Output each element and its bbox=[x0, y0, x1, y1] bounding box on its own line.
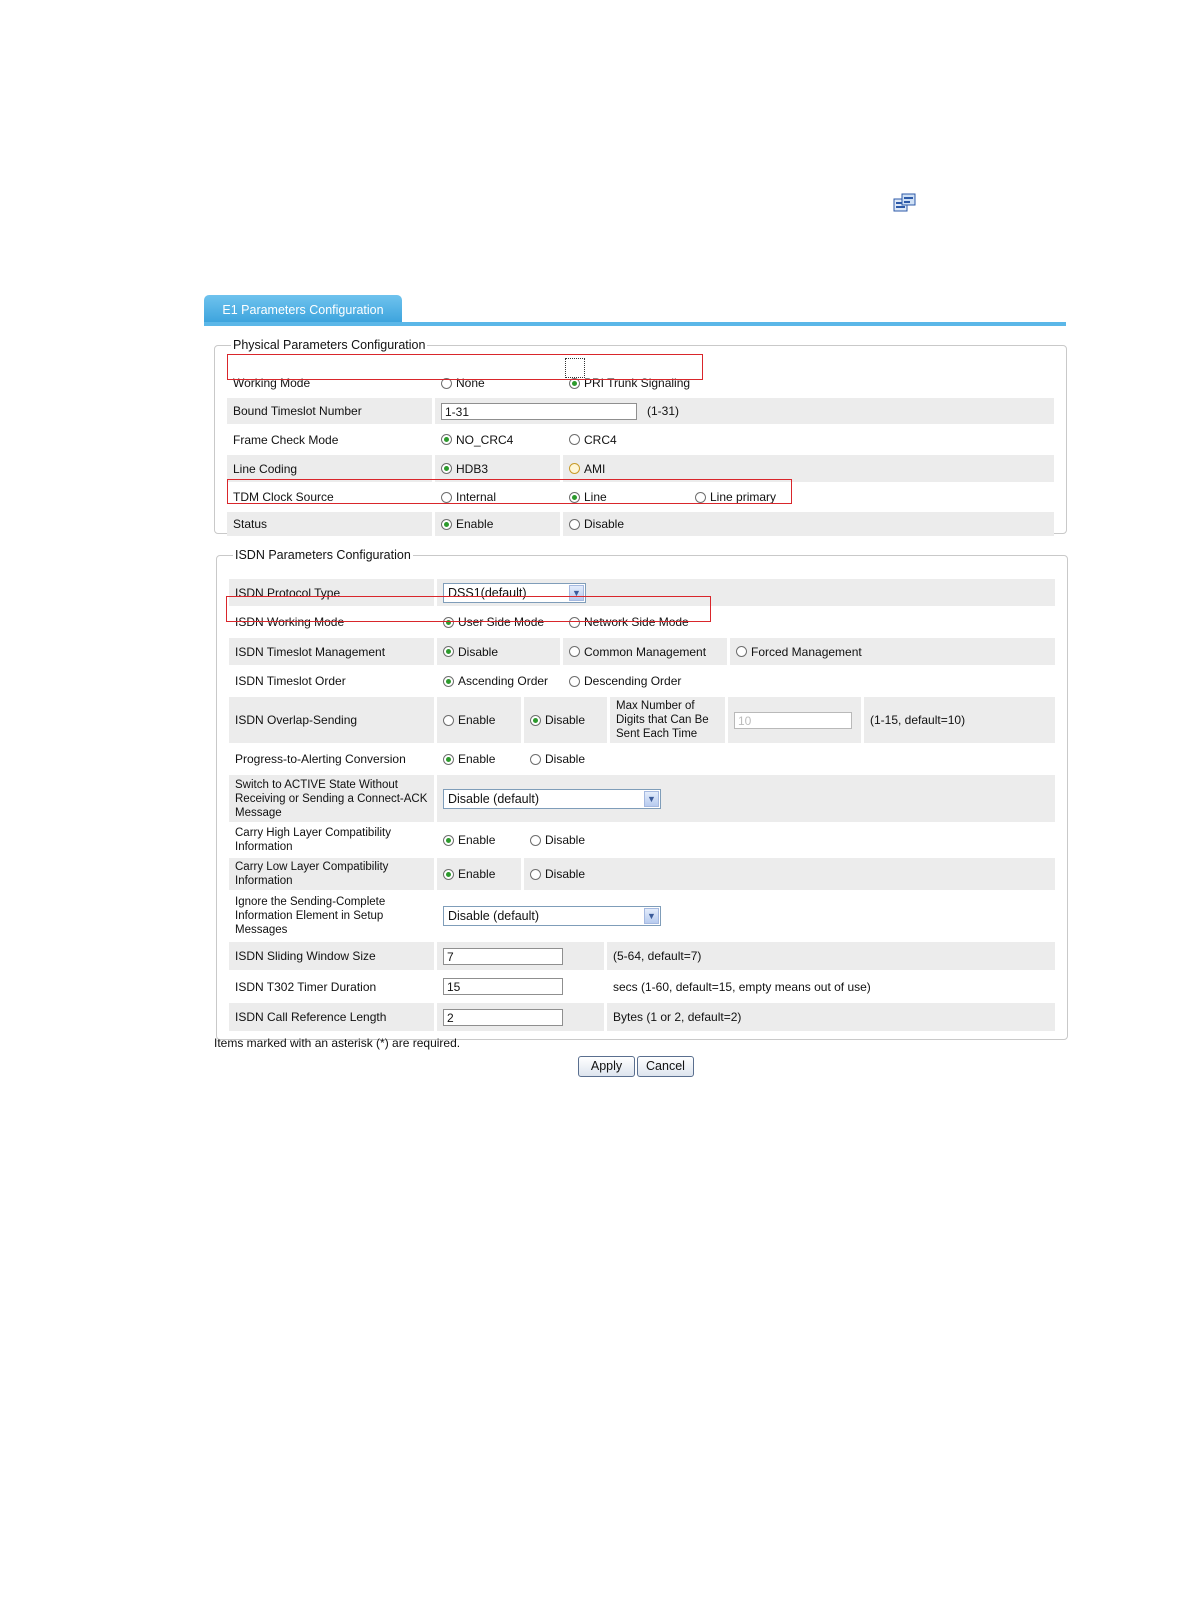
row-carry-high bbox=[229, 824, 1055, 856]
radio-selected-icon[interactable] bbox=[441, 519, 452, 530]
isdn-working-mode-label: ISDN Working Mode bbox=[235, 615, 345, 629]
isdn-network-side[interactable]: Network Side Mode bbox=[560, 608, 760, 636]
configuration-icon[interactable] bbox=[893, 192, 917, 212]
radio-icon[interactable] bbox=[569, 646, 580, 657]
radio-selected-icon[interactable] bbox=[530, 715, 541, 726]
line-coding-hdb3[interactable]: HDB3 bbox=[432, 455, 560, 482]
switch-active-select[interactable]: Disable (default) ▼ bbox=[443, 789, 661, 809]
frame-check-label: Frame Check Mode bbox=[233, 432, 339, 447]
ignore-sending-label: Ignore the Sending-Complete Information Element in Setup Messages bbox=[235, 896, 386, 936]
working-mode-label: Working Mode bbox=[233, 376, 311, 390]
tdm-clock-label: TDM Clock Source bbox=[233, 490, 334, 504]
row-carry-low bbox=[229, 858, 1055, 890]
physical-legend: Physical Parameters Configuration bbox=[233, 338, 426, 352]
radio-selected-icon[interactable] bbox=[441, 434, 452, 445]
isdn-parameters-fieldset bbox=[216, 548, 1068, 1040]
row-status bbox=[227, 512, 1054, 536]
sliding-window-label: ISDN Sliding Window Size bbox=[235, 949, 376, 963]
radio-selected-icon[interactable] bbox=[443, 676, 454, 687]
tab-underline bbox=[204, 322, 1066, 326]
row-bound-timeslot bbox=[227, 398, 1054, 424]
radio-icon[interactable] bbox=[569, 434, 580, 445]
timeslot-order-descending[interactable]: Descending Order bbox=[560, 667, 760, 695]
radio-selected-icon[interactable] bbox=[569, 378, 580, 389]
radio-selected-icon[interactable] bbox=[443, 617, 454, 628]
carry-high-enable[interactable]: Enable bbox=[434, 824, 521, 856]
chevron-down-icon[interactable]: ▼ bbox=[644, 908, 659, 924]
bound-timeslot-label: Bound Timeslot Number bbox=[233, 404, 362, 418]
row-sliding-window bbox=[229, 942, 1055, 970]
required-note: Items marked with an asterisk (*) are required. bbox=[214, 1036, 461, 1050]
radio-selected-icon[interactable] bbox=[443, 869, 454, 880]
overlap-label: ISDN Overlap-Sending bbox=[235, 713, 358, 727]
radio-icon[interactable] bbox=[569, 617, 580, 628]
row-frame-check bbox=[227, 426, 1054, 453]
row-progress bbox=[229, 745, 1055, 773]
max-digits-label: Max Number of Digits that Can Be Sent Each Time bbox=[607, 697, 725, 743]
row-line-coding bbox=[227, 455, 1054, 482]
apply-button[interactable]: Apply bbox=[578, 1056, 635, 1077]
radio-icon[interactable] bbox=[441, 492, 452, 503]
radio-icon[interactable] bbox=[443, 715, 454, 726]
line-coding-ami[interactable]: AMI bbox=[560, 455, 760, 482]
radio-icon[interactable] bbox=[695, 492, 706, 503]
row-protocol bbox=[229, 579, 1055, 606]
t302-input[interactable]: 15 bbox=[443, 978, 563, 995]
t302-label: ISDN T302 Timer Duration bbox=[235, 979, 377, 994]
frame-check-crc4[interactable]: CRC4 bbox=[560, 426, 760, 453]
carry-low-enable[interactable]: Enable bbox=[434, 858, 521, 890]
timeslot-mgmt-forced[interactable]: Forced Management bbox=[727, 638, 1054, 665]
radio-icon[interactable] bbox=[736, 646, 747, 657]
cancel-button[interactable]: Cancel bbox=[637, 1056, 694, 1077]
radio-icon[interactable] bbox=[569, 463, 580, 474]
tab-e1-parameters[interactable]: E1 Parameters Configuration bbox=[204, 295, 402, 324]
tdm-clock-internal[interactable]: Internal bbox=[432, 484, 560, 510]
radio-selected-icon[interactable] bbox=[443, 835, 454, 846]
sliding-window-hint: (5-64, default=7) bbox=[604, 942, 1054, 970]
t302-hint: secs (1-60, default=15, empty means out of use) bbox=[604, 972, 1054, 1001]
row-timeslot-order bbox=[229, 667, 1055, 695]
radio-icon[interactable] bbox=[530, 869, 541, 880]
switch-active-label: Switch to ACTIVE State Without Receiving or Sending a Connect-ACK Message bbox=[235, 778, 428, 819]
line-coding-label: Line Coding bbox=[233, 461, 298, 476]
protocol-label: ISDN Protocol Type bbox=[235, 585, 341, 600]
radio-icon[interactable] bbox=[530, 754, 541, 765]
status-label: Status bbox=[233, 517, 268, 531]
row-isdn-working-mode bbox=[229, 608, 1055, 636]
chevron-down-icon[interactable]: ▼ bbox=[569, 585, 584, 601]
radio-selected-icon[interactable] bbox=[569, 492, 580, 503]
tab-bar bbox=[204, 295, 1066, 327]
timeslot-mgmt-disable[interactable]: Disable bbox=[434, 638, 560, 665]
progress-label: Progress-to-Alerting Conversion bbox=[235, 752, 406, 766]
row-tdm-clock bbox=[227, 484, 1054, 510]
call-ref-hint: Bytes (1 or 2, default=2) bbox=[604, 1003, 1054, 1031]
row-timeslot-mgmt bbox=[229, 638, 1055, 665]
tdm-clock-line-primary[interactable]: Line primary bbox=[686, 484, 806, 510]
sliding-window-input[interactable]: 7 bbox=[443, 948, 563, 965]
max-digits-input[interactable]: 10 bbox=[734, 712, 852, 729]
isdn-user-side[interactable]: User Side Mode bbox=[434, 608, 560, 636]
isdn-legend: ISDN Parameters Configuration bbox=[235, 548, 411, 562]
row-overlap bbox=[229, 697, 1055, 743]
overlap-enable[interactable]: Enable bbox=[434, 697, 521, 743]
working-mode-none[interactable]: None bbox=[432, 370, 560, 396]
chevron-down-icon[interactable]: ▼ bbox=[644, 791, 659, 807]
timeslot-mgmt-common[interactable]: Common Management bbox=[560, 638, 727, 665]
overlap-disable[interactable]: Disable bbox=[521, 697, 607, 743]
radio-icon[interactable] bbox=[569, 519, 580, 530]
max-digits-hint: (1-15, default=10) bbox=[861, 697, 1052, 743]
carry-high-disable[interactable]: Disable bbox=[521, 824, 721, 856]
bound-timeslot-hint: (1-31) bbox=[647, 404, 680, 418]
radio-icon[interactable] bbox=[441, 378, 452, 389]
progress-enable[interactable]: Enable bbox=[434, 745, 521, 773]
row-t302 bbox=[229, 972, 1055, 1001]
status-enable[interactable]: Enable bbox=[432, 512, 560, 536]
radio-icon[interactable] bbox=[569, 676, 580, 687]
radio-icon[interactable] bbox=[530, 835, 541, 846]
status-disable[interactable]: Disable bbox=[560, 512, 1049, 536]
row-switch-active bbox=[229, 775, 1055, 822]
radio-selected-icon[interactable] bbox=[443, 646, 454, 657]
radio-selected-icon[interactable] bbox=[441, 463, 452, 474]
protocol-select[interactable]: DSS1(default) ▼ bbox=[443, 583, 586, 603]
physical-parameters-fieldset bbox=[214, 338, 1067, 534]
timeslot-order-label: ISDN Timeslot Order bbox=[235, 674, 346, 688]
call-ref-input[interactable]: 2 bbox=[443, 1009, 563, 1026]
progress-disable[interactable]: Disable bbox=[521, 745, 721, 773]
carry-high-label: Carry High Layer Compatibility Information bbox=[235, 827, 391, 853]
ignore-sending-select[interactable]: Disable (default) ▼ bbox=[443, 906, 661, 926]
radio-selected-icon[interactable] bbox=[443, 754, 454, 765]
call-ref-label: ISDN Call Reference Length bbox=[235, 1010, 387, 1024]
row-call-ref bbox=[229, 1003, 1055, 1031]
bound-timeslot-input[interactable]: 1-31 bbox=[441, 403, 637, 420]
working-mode-pri[interactable]: PRI Trunk Signaling bbox=[560, 370, 760, 396]
frame-check-nocrc4[interactable]: NO_CRC4 bbox=[432, 426, 560, 453]
row-working-mode bbox=[227, 370, 1054, 396]
timeslot-mgmt-label: ISDN Timeslot Management bbox=[235, 644, 386, 659]
row-ignore-sending bbox=[229, 892, 1055, 940]
carry-low-disable[interactable]: Disable bbox=[521, 858, 1054, 890]
carry-low-label: Carry Low Layer Compatibility Information bbox=[235, 861, 389, 887]
tdm-clock-line[interactable]: Line bbox=[560, 484, 686, 510]
timeslot-order-ascending[interactable]: Ascending Order bbox=[434, 667, 560, 695]
